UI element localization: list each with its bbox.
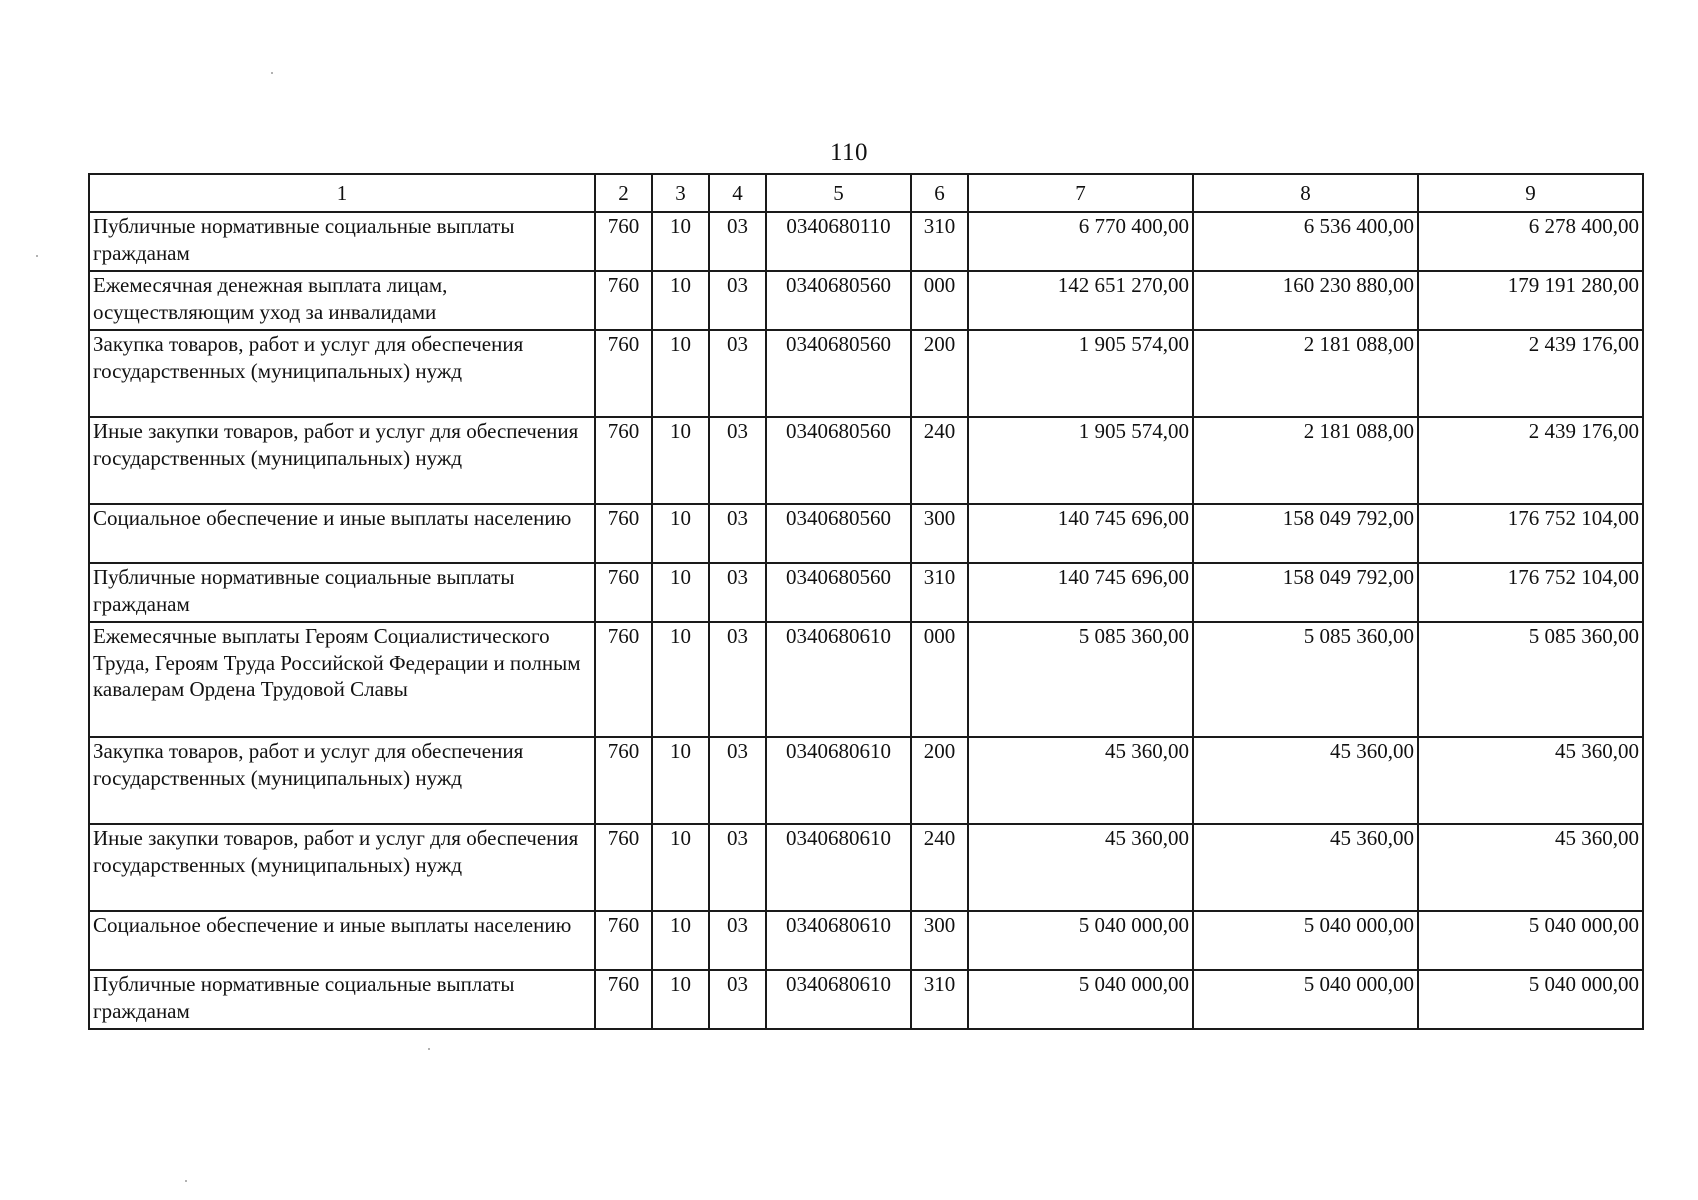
item-name: Ежемесячная денежная выплата лицам, осуществляющим уход за инвалидами [89, 271, 595, 330]
amount-year-3: 6 278 400,00 [1418, 212, 1643, 271]
code-expense-type: 200 [911, 330, 968, 417]
code-section: 10 [652, 563, 709, 622]
code-ministry: 760 [595, 330, 652, 417]
amount-year-3: 2 439 176,00 [1418, 417, 1643, 504]
amount-year-3: 5 040 000,00 [1418, 911, 1643, 970]
amount-year-1: 6 770 400,00 [968, 212, 1193, 271]
item-name: Публичные нормативные социальные выплаты гражданам [89, 563, 595, 622]
amount-year-1: 1 905 574,00 [968, 417, 1193, 504]
code-target: 0340680610 [766, 737, 911, 824]
code-expense-type: 240 [911, 824, 968, 911]
item-name: Публичные нормативные социальные выплаты гражданам [89, 212, 595, 271]
code-expense-type: 000 [911, 622, 968, 737]
code-expense-type: 000 [911, 271, 968, 330]
column-header: 4 [709, 174, 766, 212]
code-ministry: 760 [595, 212, 652, 271]
scan-speck [428, 1048, 430, 1050]
code-target: 0340680610 [766, 911, 911, 970]
table-row [89, 970, 1643, 1029]
code-target: 0340680560 [766, 504, 911, 563]
code-section: 10 [652, 824, 709, 911]
amount-year-1: 5 085 360,00 [968, 622, 1193, 737]
amount-year-3: 45 360,00 [1418, 824, 1643, 911]
amount-year-3: 2 439 176,00 [1418, 330, 1643, 417]
code-subsection: 03 [709, 212, 766, 271]
amount-year-1: 5 040 000,00 [968, 911, 1193, 970]
code-subsection: 03 [709, 271, 766, 330]
code-subsection: 03 [709, 563, 766, 622]
amount-year-1: 1 905 574,00 [968, 330, 1193, 417]
amount-year-3: 5 040 000,00 [1418, 970, 1643, 1029]
code-section: 10 [652, 417, 709, 504]
code-target: 0340680610 [766, 970, 911, 1029]
amount-year-2: 5 085 360,00 [1193, 622, 1418, 737]
item-name: Закупка товаров, работ и услуг для обеспечения государственных (муниципальных) нужд [89, 737, 595, 824]
amount-year-2: 5 040 000,00 [1193, 970, 1418, 1029]
amount-year-1: 140 745 696,00 [968, 504, 1193, 563]
code-expense-type: 300 [911, 911, 968, 970]
amount-year-3: 45 360,00 [1418, 737, 1643, 824]
code-ministry: 760 [595, 622, 652, 737]
amount-year-1: 45 360,00 [968, 824, 1193, 911]
item-name: Социальное обеспечение и иные выплаты населению [89, 911, 595, 970]
code-ministry: 760 [595, 911, 652, 970]
item-name: Ежемесячные выплаты Героям Социалистического Труда, Героям Труда Российской Федерации и полным кавалерам Ордена Трудовой Славы [89, 622, 595, 737]
amount-year-2: 2 181 088,00 [1193, 330, 1418, 417]
column-header: 7 [968, 174, 1193, 212]
amount-year-2: 45 360,00 [1193, 737, 1418, 824]
table-row [89, 622, 1643, 737]
table-row [89, 911, 1643, 970]
amount-year-3: 176 752 104,00 [1418, 504, 1643, 563]
page-number: 110 [829, 139, 869, 166]
code-ministry: 760 [595, 271, 652, 330]
code-section: 10 [652, 212, 709, 271]
code-expense-type: 200 [911, 737, 968, 824]
table-row [89, 212, 1643, 271]
code-ministry: 760 [595, 563, 652, 622]
code-target: 0340680610 [766, 824, 911, 911]
column-header: 6 [911, 174, 968, 212]
amount-year-2: 158 049 792,00 [1193, 504, 1418, 563]
column-header: 2 [595, 174, 652, 212]
amount-year-1: 5 040 000,00 [968, 970, 1193, 1029]
code-section: 10 [652, 622, 709, 737]
amount-year-3: 5 085 360,00 [1418, 622, 1643, 737]
code-target: 0340680560 [766, 271, 911, 330]
table-row [89, 737, 1643, 824]
code-subsection: 03 [709, 911, 766, 970]
item-name: Закупка товаров, работ и услуг для обеспечения государственных (муниципальных) нужд [89, 330, 595, 417]
code-ministry: 760 [595, 824, 652, 911]
code-ministry: 760 [595, 970, 652, 1029]
code-subsection: 03 [709, 824, 766, 911]
item-name: Социальное обеспечение и иные выплаты населению [89, 504, 595, 563]
amount-year-2: 158 049 792,00 [1193, 563, 1418, 622]
table-row [89, 504, 1643, 563]
code-ministry: 760 [595, 737, 652, 824]
table-row [89, 271, 1643, 330]
code-target: 0340680560 [766, 563, 911, 622]
amount-year-2: 2 181 088,00 [1193, 417, 1418, 504]
code-expense-type: 310 [911, 212, 968, 271]
scan-speck [36, 255, 38, 257]
code-section: 10 [652, 911, 709, 970]
table-row [89, 563, 1643, 622]
code-subsection: 03 [709, 417, 766, 504]
item-name: Публичные нормативные социальные выплаты гражданам [89, 970, 595, 1029]
table-row [89, 330, 1643, 417]
code-expense-type: 240 [911, 417, 968, 504]
amount-year-1: 142 651 270,00 [968, 271, 1193, 330]
code-expense-type: 300 [911, 504, 968, 563]
code-expense-type: 310 [911, 563, 968, 622]
table-row [89, 824, 1643, 911]
code-subsection: 03 [709, 504, 766, 563]
budget-table [88, 173, 1644, 1030]
code-section: 10 [652, 737, 709, 824]
column-header: 9 [1418, 174, 1643, 212]
amount-year-3: 179 191 280,00 [1418, 271, 1643, 330]
code-target: 0340680560 [766, 417, 911, 504]
code-subsection: 03 [709, 970, 766, 1029]
table-row [89, 417, 1643, 504]
amount-year-3: 176 752 104,00 [1418, 563, 1643, 622]
code-expense-type: 310 [911, 970, 968, 1029]
column-header: 1 [89, 174, 595, 212]
code-subsection: 03 [709, 737, 766, 824]
code-target: 0340680610 [766, 622, 911, 737]
amount-year-1: 45 360,00 [968, 737, 1193, 824]
column-header: 8 [1193, 174, 1418, 212]
code-target: 0340680110 [766, 212, 911, 271]
code-subsection: 03 [709, 622, 766, 737]
amount-year-2: 5 040 000,00 [1193, 911, 1418, 970]
code-section: 10 [652, 330, 709, 417]
code-section: 10 [652, 504, 709, 563]
amount-year-2: 160 230 880,00 [1193, 271, 1418, 330]
code-subsection: 03 [709, 330, 766, 417]
item-name: Иные закупки товаров, работ и услуг для обеспечения государственных (муниципальных) нужд [89, 824, 595, 911]
code-ministry: 760 [595, 417, 652, 504]
code-section: 10 [652, 970, 709, 1029]
code-section: 10 [652, 271, 709, 330]
column-header: 3 [652, 174, 709, 212]
scan-speck [185, 1180, 187, 1182]
header-row [89, 174, 1643, 212]
item-name: Иные закупки товаров, работ и услуг для обеспечения государственных (муниципальных) нужд [89, 417, 595, 504]
code-target: 0340680560 [766, 330, 911, 417]
amount-year-1: 140 745 696,00 [968, 563, 1193, 622]
amount-year-2: 6 536 400,00 [1193, 212, 1418, 271]
scan-speck [271, 72, 273, 74]
amount-year-2: 45 360,00 [1193, 824, 1418, 911]
column-header: 5 [766, 174, 911, 212]
code-ministry: 760 [595, 504, 652, 563]
